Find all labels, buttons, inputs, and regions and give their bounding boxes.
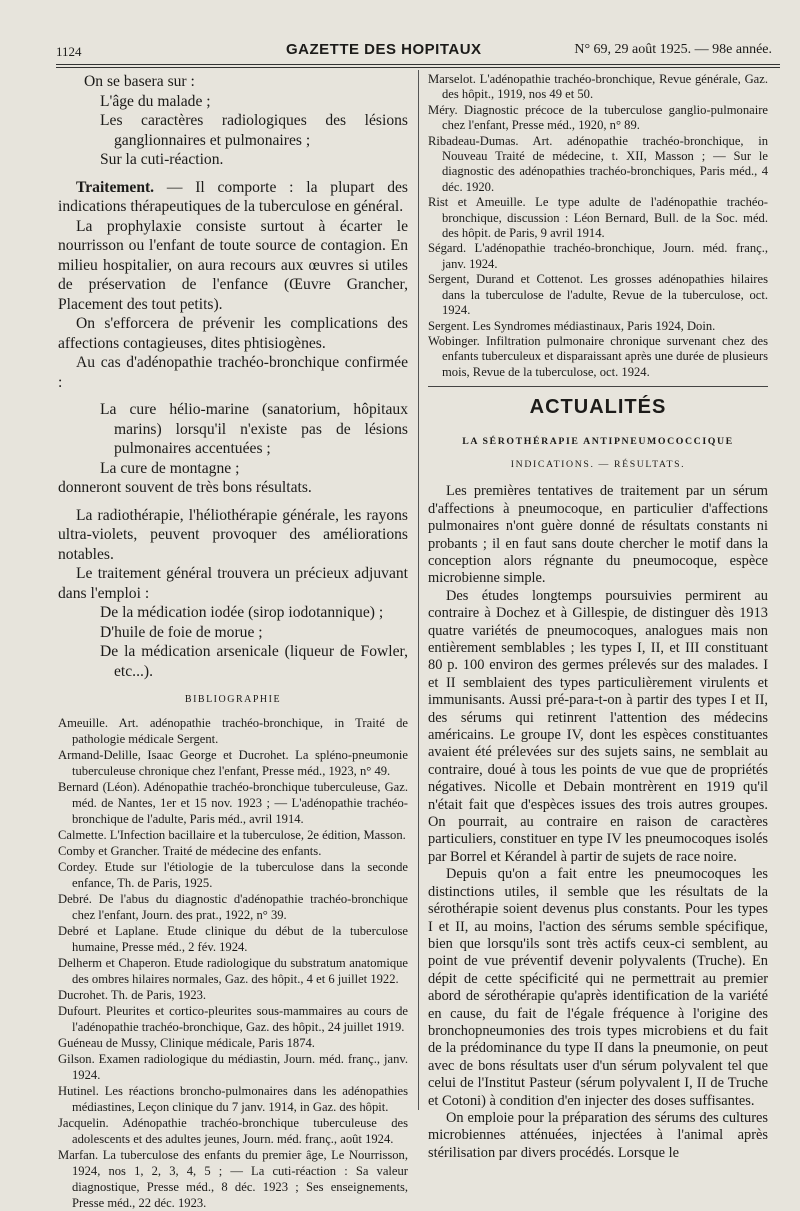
traitement-paragraph: [58, 178, 408, 217]
bibliography-entry: Armand-Delille, Isaac George et Ducrohet. La spléno-pneumonie tuberculeuse chronique chez l'enfant, Presse méd., 1923, n° 49.: [58, 747, 408, 778]
emploi-item: D'huile de foie de morue ;: [100, 623, 263, 641]
criteria-item: L'âge du malade ;: [100, 92, 211, 110]
bibliography-entry: Bernard (Léon). Adénopathie trachéo-bronchique tuberculeuse, Gaz. méd. de Nantes, 1er et 15 nov. 1923 ; — L'adénopathie trachéo-bronchique de l'adulte, Paris méd., avril 1914.: [58, 779, 408, 826]
bibliography-entry: Rist et Ameuille. Le type adulte de l'adénopathie trachéo-bronchique, discussion : Léon Bernard, Bull. de la Soc. méd. des hôpit. de Paris, 9 avril 1914.: [428, 195, 768, 241]
article-paragraph: Des études longtemps poursuivies permirent au contraire à Dochez et à Gillespie, de distinguer dès 1913 quatre variétés de pneumocoques, analogues mais non entièrement semblables ; les types I, II, et III constituant 80 p. 100 environ des germes prélevés sur des malades. I et II semblaient des types particulièrement virulents et immunisants. Aussi pré-para-t-on à partir des types I et II, des sérums qui retinrent l'attention des médecins américains. Le groupe IV, dont les espèces constituantes avaient été prélevées sur des sujets sains, ne semblait au contraire, doué à tous les points de vue que de propriétés négatives. Nicolle et Debain montrèrent en 1919 qu'il n'était fait que d'espèces issues des trois autres groupes. On pourrait, au contraire en raison de caractères particuliers, constituer en type IV les pneumocoques isolés par Borrel et Kérandel à partir de sujets de race noire.: [428, 587, 768, 865]
article-body: [428, 483, 768, 1162]
bibliography-heading: BIBLIOGRAPHIE: [184, 694, 282, 705]
header-rule-top: [56, 64, 780, 65]
bibliography-entry: Marfan. La tuberculose des enfants du premier âge, Le Nourrisson, 1924, nos 1, 2, 3, 4, 5 ; — La cuti-réaction : Sa valeur diagnostique, Presse méd., 8 déc. 1923 ; Ses enseignements, Presse méd., 22 déc. 1923.: [58, 1147, 408, 1210]
criteria-item: Sur la cuti-réaction.: [100, 151, 224, 168]
criteria-item: Les caractères radiologiques des lésions ganglionnaires et pulmonaires ;: [100, 112, 408, 149]
bibliography-entry: Jacquelin. Adénopathie trachéo-bronchique tuberculeuse des adolescents et des adultes jeunes, Journ. méd. franç., août 1924.: [58, 1115, 408, 1146]
resultats-line: donneront souvent de très bons résultats.: [58, 479, 312, 496]
bibliography-entry: Cordey. Etude sur l'étiologie de la tuberculose dans la seconde enfance, Th. de Paris, 1925.: [58, 859, 408, 890]
bibliography-entry: Wobinger. Infiltration pulmonaire chronique survenant chez des enfants tuberculeux et disparaissant après une durée de plusieurs mois, Revue de la tuberculose, oct. 1924.: [428, 333, 768, 379]
page-header: [56, 38, 772, 62]
cure-item: La cure hélio-marine (sanatorium, hôpitaux marins) lorsqu'il n'existe pas de lésions pulmonaires accentuées ;: [100, 401, 408, 457]
traitement-text: — Il comporte : la plupart des indications thérapeutiques de la tuberculose en général.: [58, 178, 408, 215]
prophylaxie-paragraph: La prophylaxie consiste surtout à écarter le nourrisson ou l'enfant de toute source de contagion. En milieu hospitalier, on aura recours aux œuvres si utiles de préservation de l'enfance (Œuvre Grancher, Placement des tout petits).: [58, 217, 408, 313]
bibliography-entry: Hutinel. Les réactions broncho-pulmonaires dans les adénopathies médiastines, Leçon clinique du 7 janv. 1914, in Gaz. des hôpit.: [58, 1083, 408, 1114]
article-paragraph: On emploie pour la préparation des sérums des cultures microbiennes atténuées, injectées à l'animal après stérilisation par divers procédés. Lorsque le: [428, 1109, 768, 1161]
emploi-item: De la médication iodée (sirop iodotannique) ;: [100, 604, 384, 621]
bibliography-entry: Ameuille. Art. adénopathie trachéo-bronchique, in Traité de pathologie médicale Sergent.: [58, 715, 408, 746]
section-title: ACTUALITÉS: [529, 396, 667, 419]
header-rule-bottom: [56, 67, 780, 68]
article-paragraph: Les premières tentatives de traitement par un sérum d'affections à pneumocoque, en particulier d'affections pulmonaires n'ont guère donné de résultats constants ni probants ; il en faut sans doute chercher le motif dans la conception alors régnante du pneumocoque, espèce microbienne simple.: [428, 483, 768, 587]
bibliography-entry: Debré. De l'abus du diagnostic d'adénopathie trachéo-bronchique chez l'enfant, Journ. des prat., 1922, n° 39.: [58, 891, 408, 922]
complications-paragraph: On s'efforcera de prévenir les complications des affections contagieuses, dites phtisiogènes.: [58, 315, 408, 352]
traitement-heading: Traitement.: [76, 178, 155, 196]
right-column: [428, 72, 768, 1162]
bibliography-entry: Debré et Laplane. Etude clinique du début de la tuberculose humaine, Presse méd., 2 fév. 1924.: [58, 923, 408, 954]
bibliography-entry: Ribadeau-Dumas. Art. adénopathie trachéo-bronchique, in Nouveau Traité de médecine, t. XII, Masson ; — Sur le diagnostic des adénopathies trachéo-bronchiques, Paris méd., 4 déc. 1920.: [428, 133, 768, 194]
article-subtitle: INDICATIONS. — RÉSULTATS.: [510, 458, 686, 470]
left-column: [58, 72, 408, 1211]
column-divider: [418, 70, 419, 1110]
bibliography-entry: Comby et Grancher. Traité de médecine des enfants.: [58, 843, 322, 858]
issue-info: N° 69, 29 août 1925. — 98e année.: [574, 42, 772, 57]
journal-title: GAZETTE DES HOPITAUX: [286, 41, 482, 58]
bibliography-list-left: [58, 715, 408, 1211]
bibliography-entry: Dufourt. Pleurites et cortico-pleurites sous-mammaires au cours de l'adénopathie trachéo-bronchique, Gaz. des hôpit., 24 juillet 1919.: [58, 1003, 408, 1034]
intro-line: On se basera sur :: [84, 73, 195, 90]
radiotherapie-paragraph: La radiothérapie, l'héliothérapie générale, les rayons ultra-violets, peuvent provoquer des améliorations notables.: [58, 506, 408, 563]
bibliography-entry: Calmette. L'Infection bacillaire et la tuberculose, 2e édition, Masson.: [58, 827, 406, 842]
cure-item: La cure de montagne ;: [100, 459, 240, 477]
bibliography-entry: Delherm et Chaperon. Etude radiologique du substratum anatomique des ombres hilaires normales, Gaz. des hôpit., 4 et 6 juillet 1922.: [58, 955, 408, 986]
bibliography-list-right: [428, 72, 768, 380]
bibliography-entry: Méry. Diagnostic précoce de la tuberculose ganglio-pulmonaire chez l'enfant, Presse méd., 1920, n° 89.: [428, 102, 768, 133]
traitement-general-paragraph: Le traitement général trouvera un précieux adjuvant dans l'emploi :: [58, 565, 408, 602]
bibliography-entry: Sergent, Durand et Cottenot. Les grosses adénopathies hilaires dans la tuberculose de l'adulte, Revue de la tuberculose, oct. 1924.: [428, 272, 768, 318]
bibliography-entry: Ducrohet. Th. de Paris, 1923.: [58, 987, 207, 1002]
bibliography-entry: Gilson. Examen radiologique du médiastin, Journ. méd. franç., janv. 1924.: [58, 1051, 408, 1082]
emploi-item: De la médication arsenicale (liqueur de Fowler, etc...).: [100, 643, 408, 680]
bibliography-entry: Sergent. Les Syndromes médiastinaux, Paris 1924, Doin.: [428, 318, 716, 333]
bibliography-entry: Marselot. L'adénopathie trachéo-bronchique, Revue générale, Gaz. des hôpit., 1919, nos 49 et 50.: [428, 72, 768, 102]
bibliography-end-rule: [428, 386, 768, 387]
adenopathie-paragraph: Au cas d'adénopathie trachéo-bronchique confirmée :: [58, 354, 408, 391]
page-number: 1124: [56, 44, 82, 59]
article-title: LA SÉROTHÉRAPIE ANTIPNEUMOCOCCIQUE: [462, 435, 734, 447]
bibliography-entry: Ségard. L'adénopathie trachéo-bronchique, Journ. méd. franç., janv. 1924.: [428, 241, 768, 271]
article-paragraph: Depuis qu'on a fait entre les pneumocoques les distinctions utiles, il semble que les résultats de la sérothérapie soient devenus plus constants. Pour les types I et II, au moins, l'action des sérums semble spécifique, bien que lorsqu'ils sont très actifs ceux-ci semblent, au point de vue préventif devenir polyvalents (Truche). En dépit de cette spécificité qui ne permettrait au premier abord de sérothérapie qu'après identification de la variété en cause, du fait de l'égale fréquence à l'origine des bronchopneumonies des trois types microbiens et du fait de la prédominance du type II dans la pneumonie, on peut avec de bons résultats user d'un sérum polyvalent tel que celui de l'Institut Pasteur (sérum polyvalent I, II de Truche et Cotoni) à condition d'en injecter des doses suffisantes.: [428, 866, 768, 1109]
bibliography-entry: Guéneau de Mussy, Clinique médicale, Paris 1874.: [58, 1035, 315, 1050]
